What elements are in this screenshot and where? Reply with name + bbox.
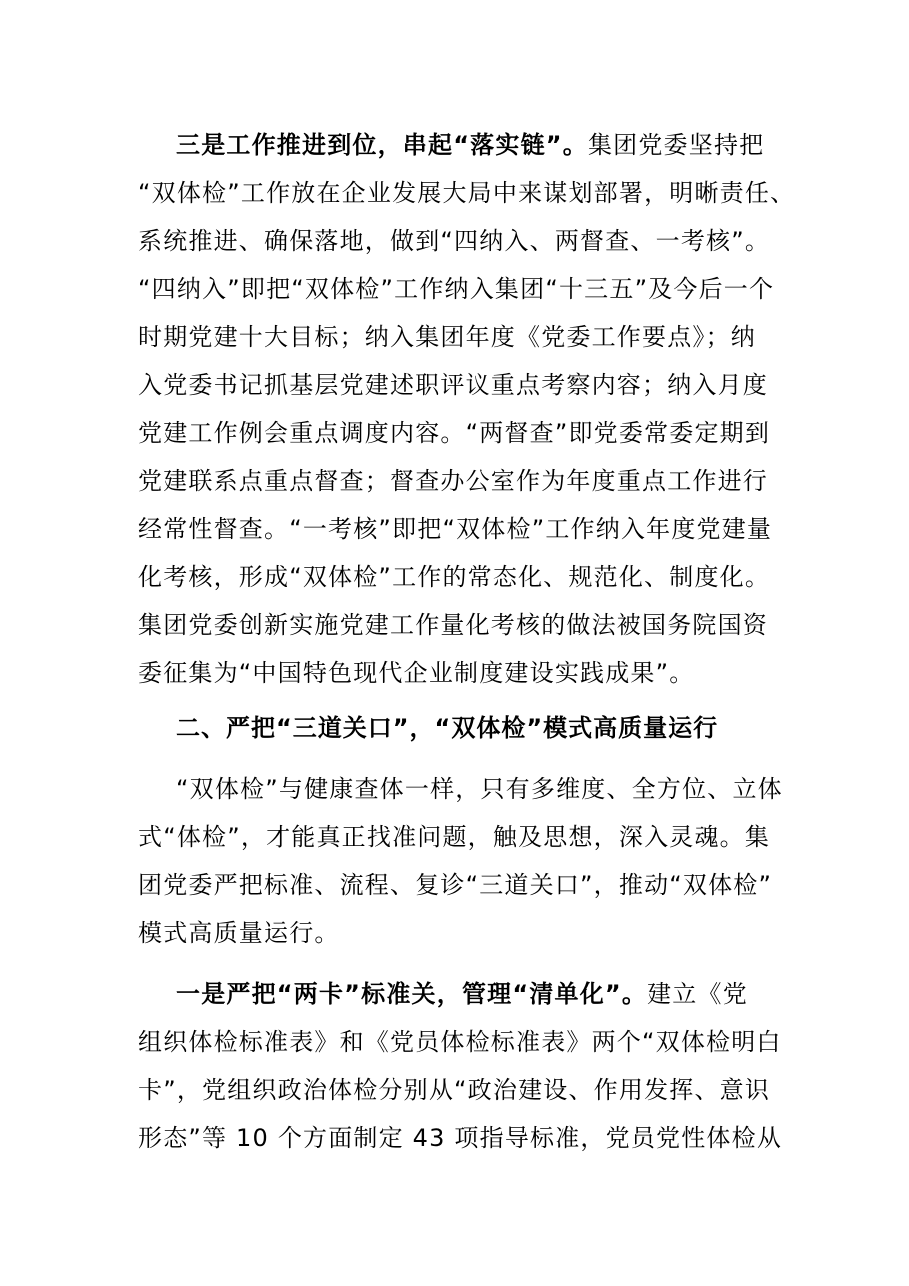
paragraph-2-line-3: 团党委严把标准、流程、复诊“三道关口”，推动“双体检” (138, 871, 773, 899)
paragraph-3-line-1-text: 建立《党 (647, 980, 748, 1008)
paragraph-1-line-1 (176, 130, 816, 160)
paragraph-1-line-12: 委征集为“中国特色现代企业制度建设实践成果”。 (138, 659, 695, 687)
paragraph-3-line-2: 组织体检标准表》和《党员体检标准表》两个“双体检明白 (138, 1028, 782, 1056)
paragraph-2-line-2: 式“体检”，才能真正找准问题，触及思想，深入灵魂。集 (138, 823, 771, 851)
paragraph-3-line-4: 形态”等 10 个方面制定 43 项指导标准，党员党性体检从 (138, 1124, 783, 1152)
paragraph-3-line-3: 卡”，党组织政治体检分别从“政治建设、作用发挥、意识 (138, 1076, 771, 1104)
paragraph-2-line-4: 模式高质量运行。 (138, 919, 340, 947)
paragraph-1-line-11: 集团党委创新实施党建工作量化考核的做法被国务院国资 (138, 611, 768, 639)
paragraph-1-line-6: 入党委书记抓基层党建述职评议重点考察内容；纳入月度 (138, 371, 768, 399)
paragraph-1-lead: 三是工作推进到位，串起“落实链”。 (176, 131, 588, 159)
paragraph-1-line-8: 党建联系点重点督查；督查办公室作为年度重点工作进行 (138, 467, 768, 495)
paragraph-1-line-5: 时期党建十大目标；纳入集团年度《党委工作要点》；纳 (138, 323, 756, 351)
paragraph-1-line-1-text: 集团党委坚持把 (587, 131, 765, 159)
paragraph-1-line-7: 党建工作例会重点调度内容。“两督查”即党委常委定期到 (138, 419, 771, 447)
paragraph-1-line-3: 系统推进、确保落地，做到“四纳入、两督查、一考核”。 (138, 227, 771, 255)
paragraph-3-line-1 (176, 979, 816, 1009)
paragraph-1-line-10: 化考核，形成“双体检”工作的常态化、规范化、制度化。 (138, 563, 771, 591)
paragraph-1-line-9: 经常性督查。“一考核”即把“双体检”工作纳入年度党建量 (138, 515, 773, 543)
paragraph-1-line-4: “四纳入”即把“双体检”工作纳入集团“十三五”及今后一个 (138, 275, 775, 303)
paragraph-3-lead: 一是严把“两卡”标准关，管理“清单化”。 (176, 980, 648, 1008)
paragraph-2-line-1: “双体检”与健康查体一样，只有多维度、全方位、立体 (176, 775, 783, 803)
section-heading: 二、严把“三道关口”，“双体检”模式高质量运行 (176, 714, 719, 742)
paragraph-1-line-2: “双体检”工作放在企业发展大局中来谋划部署，明晰责任、 (138, 179, 796, 207)
